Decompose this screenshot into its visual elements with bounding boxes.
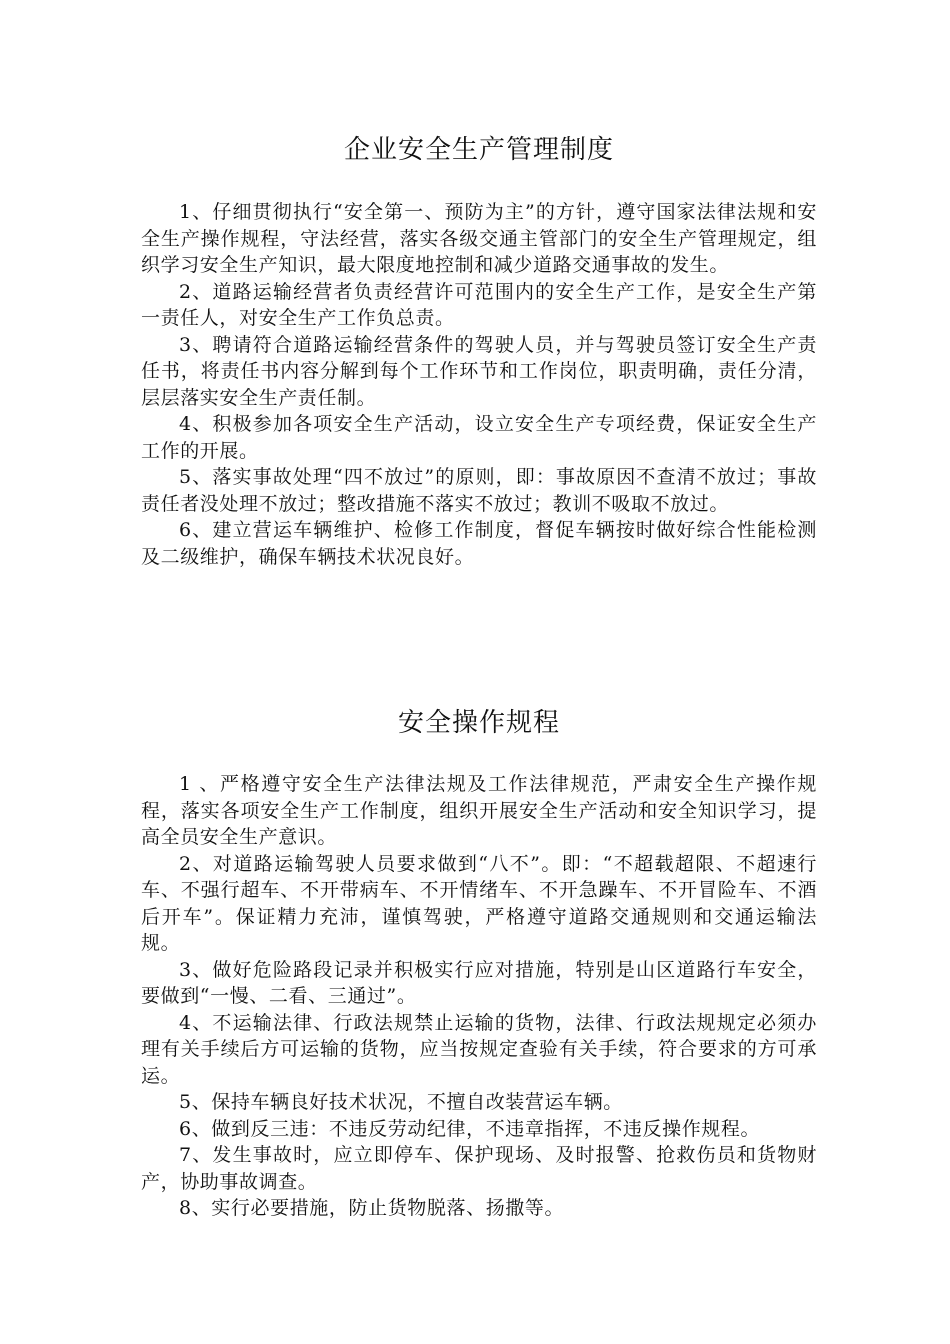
section-body-operating-rules xyxy=(141,771,817,1222)
paragraph: 5、落实事故处理“四不放过”的原则，即：事故原因不查清不放过；事故责任者没处理不放过；整改措施不落实不放过；教训不吸取不放过。 xyxy=(141,466,817,515)
section-title-safety-management: 企业安全生产管理制度 xyxy=(343,135,614,165)
paragraph: 2、对道路运输驾驶人员要求做到“八不”。即：“不超载超限、不超速行车、不强行超车、不开带病车、不开情绪车、不开急躁车、不开冒险车、不酒后开车”。保证精力充沛，谨慎驾驶，严格遵守道路交通规则和交通运输法规。 xyxy=(141,852,817,954)
paragraph: 1、仔细贯彻执行“安全第一、预防为主”的方针，遵守国家法律法规和安全生产操作规程，守法经营，落实各级交通主管部门的安全生产管理规定，组织学习安全生产知识，最大限度地控制和减少道路交通事故的发生。 xyxy=(141,201,817,276)
paragraph: 5、保持车辆良好技术状况，不擅自改装营运车辆。 xyxy=(179,1091,623,1113)
paragraph: 7、发生事故时，应立即停车、保护现场、及时报警、抢救伤员和货物财产，协助事故调查。 xyxy=(141,1144,817,1193)
paragraph: 2、道路运输经营者负责经营许可范围内的安全生产工作，是安全生产第一责任人，对安全生产工作负总责。 xyxy=(141,280,817,329)
section-title-operating-rules: 安全操作规程 xyxy=(397,708,560,738)
paragraph: 3、聘请符合道路运输经营条件的驾驶人员，并与驾驶员签订安全生产责任书，将责任书内容分解到每个工作环节和工作岗位，职责明确，责任分清，层层落实安全生产责任制。 xyxy=(141,333,817,409)
paragraph: 8、实行必要措施，防止货物脱落、扬撒等。 xyxy=(179,1197,565,1219)
paragraph: 1 、严格遵守安全生产法律法规及工作法律规范，严肃安全生产操作规程，落实各项安全生产工作制度，组织开展安全生产活动和安全知识学习，提高全员安全生产意识。 xyxy=(141,773,817,848)
paragraph: 4、积极参加各项安全生产活动，设立安全生产专项经费，保证安全生产工作的开展。 xyxy=(141,413,817,462)
paragraph: 6、做到反三违：不违反劳动纪律，不违章指挥，不违反操作规程。 xyxy=(179,1117,761,1140)
paragraph: 4、不运输法律、行政法规禁止运输的货物，法律、行政法规规定必须办理有关手续后方可运输的货物，应当按规定查验有关手续，符合要求的方可承运。 xyxy=(141,1011,817,1087)
paragraph: 3、做好危险路段记录并积极实行应对措施，特别是山区道路行车安全，要做到“一慢、二看、三通过”。 xyxy=(141,958,817,1007)
section-body-safety-management xyxy=(141,199,817,570)
paragraph: 6、建立营运车辆维护、检修工作制度，督促车辆按时做好综合性能检测及二级维护，确保车辆技术状况良好。 xyxy=(141,519,817,568)
